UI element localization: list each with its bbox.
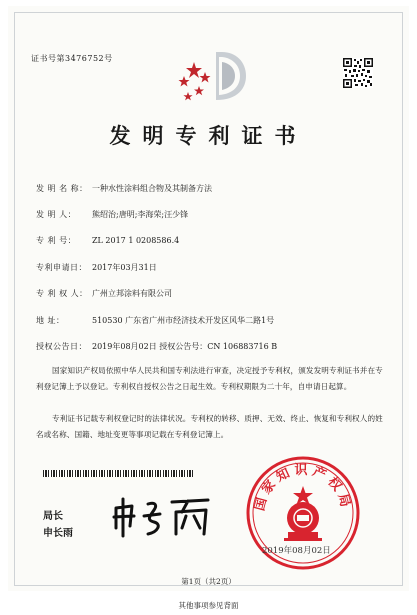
- field-value: 510530 广东省广州市经济技术开发区风华二路1号: [92, 316, 275, 325]
- field-patent-number: [36, 235, 179, 246]
- footer-note: 其他事项参见背面: [178, 601, 239, 610]
- field-value: 广州立邦涂料有限公司: [92, 289, 172, 298]
- field-label: 专利申请日：: [36, 263, 87, 272]
- certificate-title: 发明专利证书: [109, 123, 308, 148]
- field-address: [36, 315, 274, 326]
- field-inventors: [36, 209, 188, 220]
- barcode: [43, 470, 193, 477]
- signatory-title: 局长: [43, 511, 63, 522]
- field-value: 2019年08月02日 授权公告号：CN 106883716 B: [92, 342, 278, 351]
- field-grant-date: [36, 341, 277, 352]
- field-label: 授权公告日：: [36, 342, 87, 351]
- qr-code-icon: [343, 58, 373, 88]
- field-label: 发 明 名 称：: [36, 184, 88, 193]
- handwritten-signature: [110, 494, 220, 539]
- signatory-name: 申长雨: [43, 528, 73, 539]
- legal-status-paragraph: 专利证书记载专利权登记时的法律状况。专利权的转移、质押、无效、终止、恢复和专利权人的姓名或名称、国籍、地址变更等事项记载在专利登记簿上。: [36, 414, 383, 439]
- field-invention-name: [36, 183, 212, 194]
- grant-statement-paragraph: 国家知识产权局依照中华人民共和国专利法进行审查，决定授予专利权，颁发发明专利证书并在专利登记簿上予以登记。专利权自授权公告之日起生效。专利权期限为二十年，自申请日起算。: [36, 366, 383, 391]
- field-label: 地 址：: [36, 316, 65, 325]
- patent-office-emblem-icon: [172, 48, 247, 106]
- page-number: 第1页（共2页）: [181, 577, 236, 586]
- field-label: 专 利 权 人：: [36, 289, 88, 298]
- field-label: 专 利 号：: [36, 236, 77, 245]
- field-value: ZL 2017 1 0208586.4: [92, 236, 180, 245]
- field-value: 一种水性涂料组合物及其制备方法: [92, 184, 212, 193]
- field-application-date: [36, 262, 157, 273]
- certificate-number: 证书号第3476752号: [31, 54, 113, 63]
- field-value: 2017年03月31日: [92, 263, 157, 272]
- svg-text:国家知识产权局: 国家知识产权局: [252, 463, 354, 513]
- field-value: 熊绍治;唐明;李海荣;汪少锋: [92, 210, 189, 219]
- seal-date: 2019年08月02日: [262, 546, 331, 556]
- field-patentee: [36, 288, 172, 299]
- field-label: 发 明 人：: [36, 210, 77, 219]
